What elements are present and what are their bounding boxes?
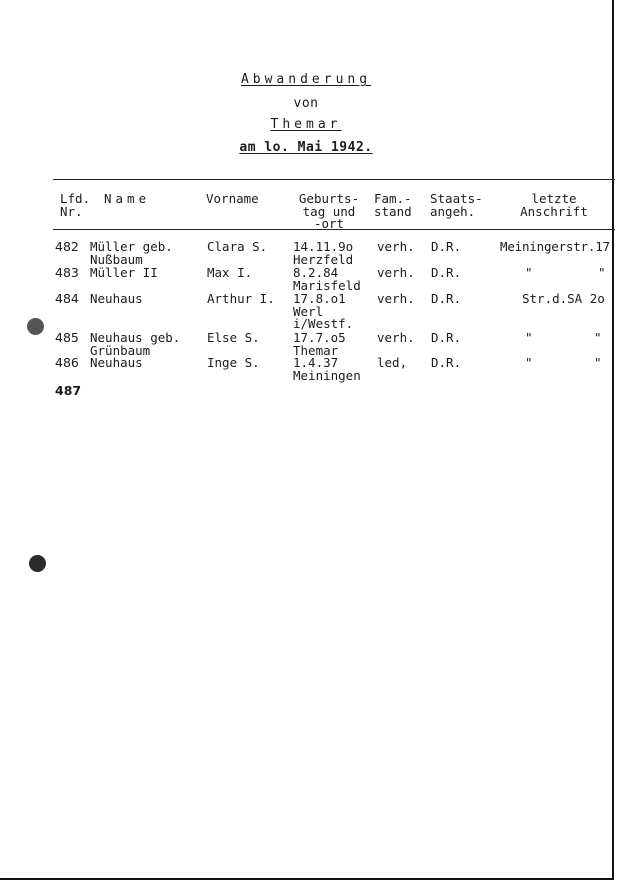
last-row-number: 487 [55, 383, 82, 398]
punch-hole-icon [29, 555, 46, 572]
col-lfd: Lfd. Nr. [60, 191, 91, 219]
col-geburt: Geburts- tag und -ort [298, 191, 360, 231]
document-title: Abwanderung [240, 72, 372, 87]
document-page: Abwanderung von Themar am lo. Mai 1942. Lfd. Nr. Name Vorname Geburts- tag und -ort Fam.- stand Staats- angeh. letzte Anschrift 482 Müller geb. Nußbaum Clara S. 14.11.9o Herzfeld verh. D.R. Meiningerstr.17 483 Müller II Max I. 8.2.84 Marisfeld verh. D.R. " " 484 Neuhaus Arthur I. 17.8.o1 Werl i/Westf. verh. D.R. Str.d.SA 2o 485 Neuhaus geb. Grünbaum Else S. 17.7.o5 Themar verh. D.R. " " 486 Neuhaus Inge S. 1.4.37 Meiningen led, D.R. " " 487 [0, 0, 614, 880]
title-von: von [293, 96, 319, 111]
col-staats: Staats- angeh. [430, 191, 483, 219]
punch-hole-icon [27, 318, 44, 335]
title-date: am lo. Mai 1942. [239, 140, 373, 155]
col-vorname: Vorname [206, 191, 259, 206]
col-name: Name [104, 191, 151, 206]
title-place: Themar [270, 117, 342, 132]
col-anschrift: letzte Anschrift [520, 191, 588, 219]
col-famstand: Fam.- stand [374, 191, 412, 219]
table-top-rule [53, 179, 615, 180]
